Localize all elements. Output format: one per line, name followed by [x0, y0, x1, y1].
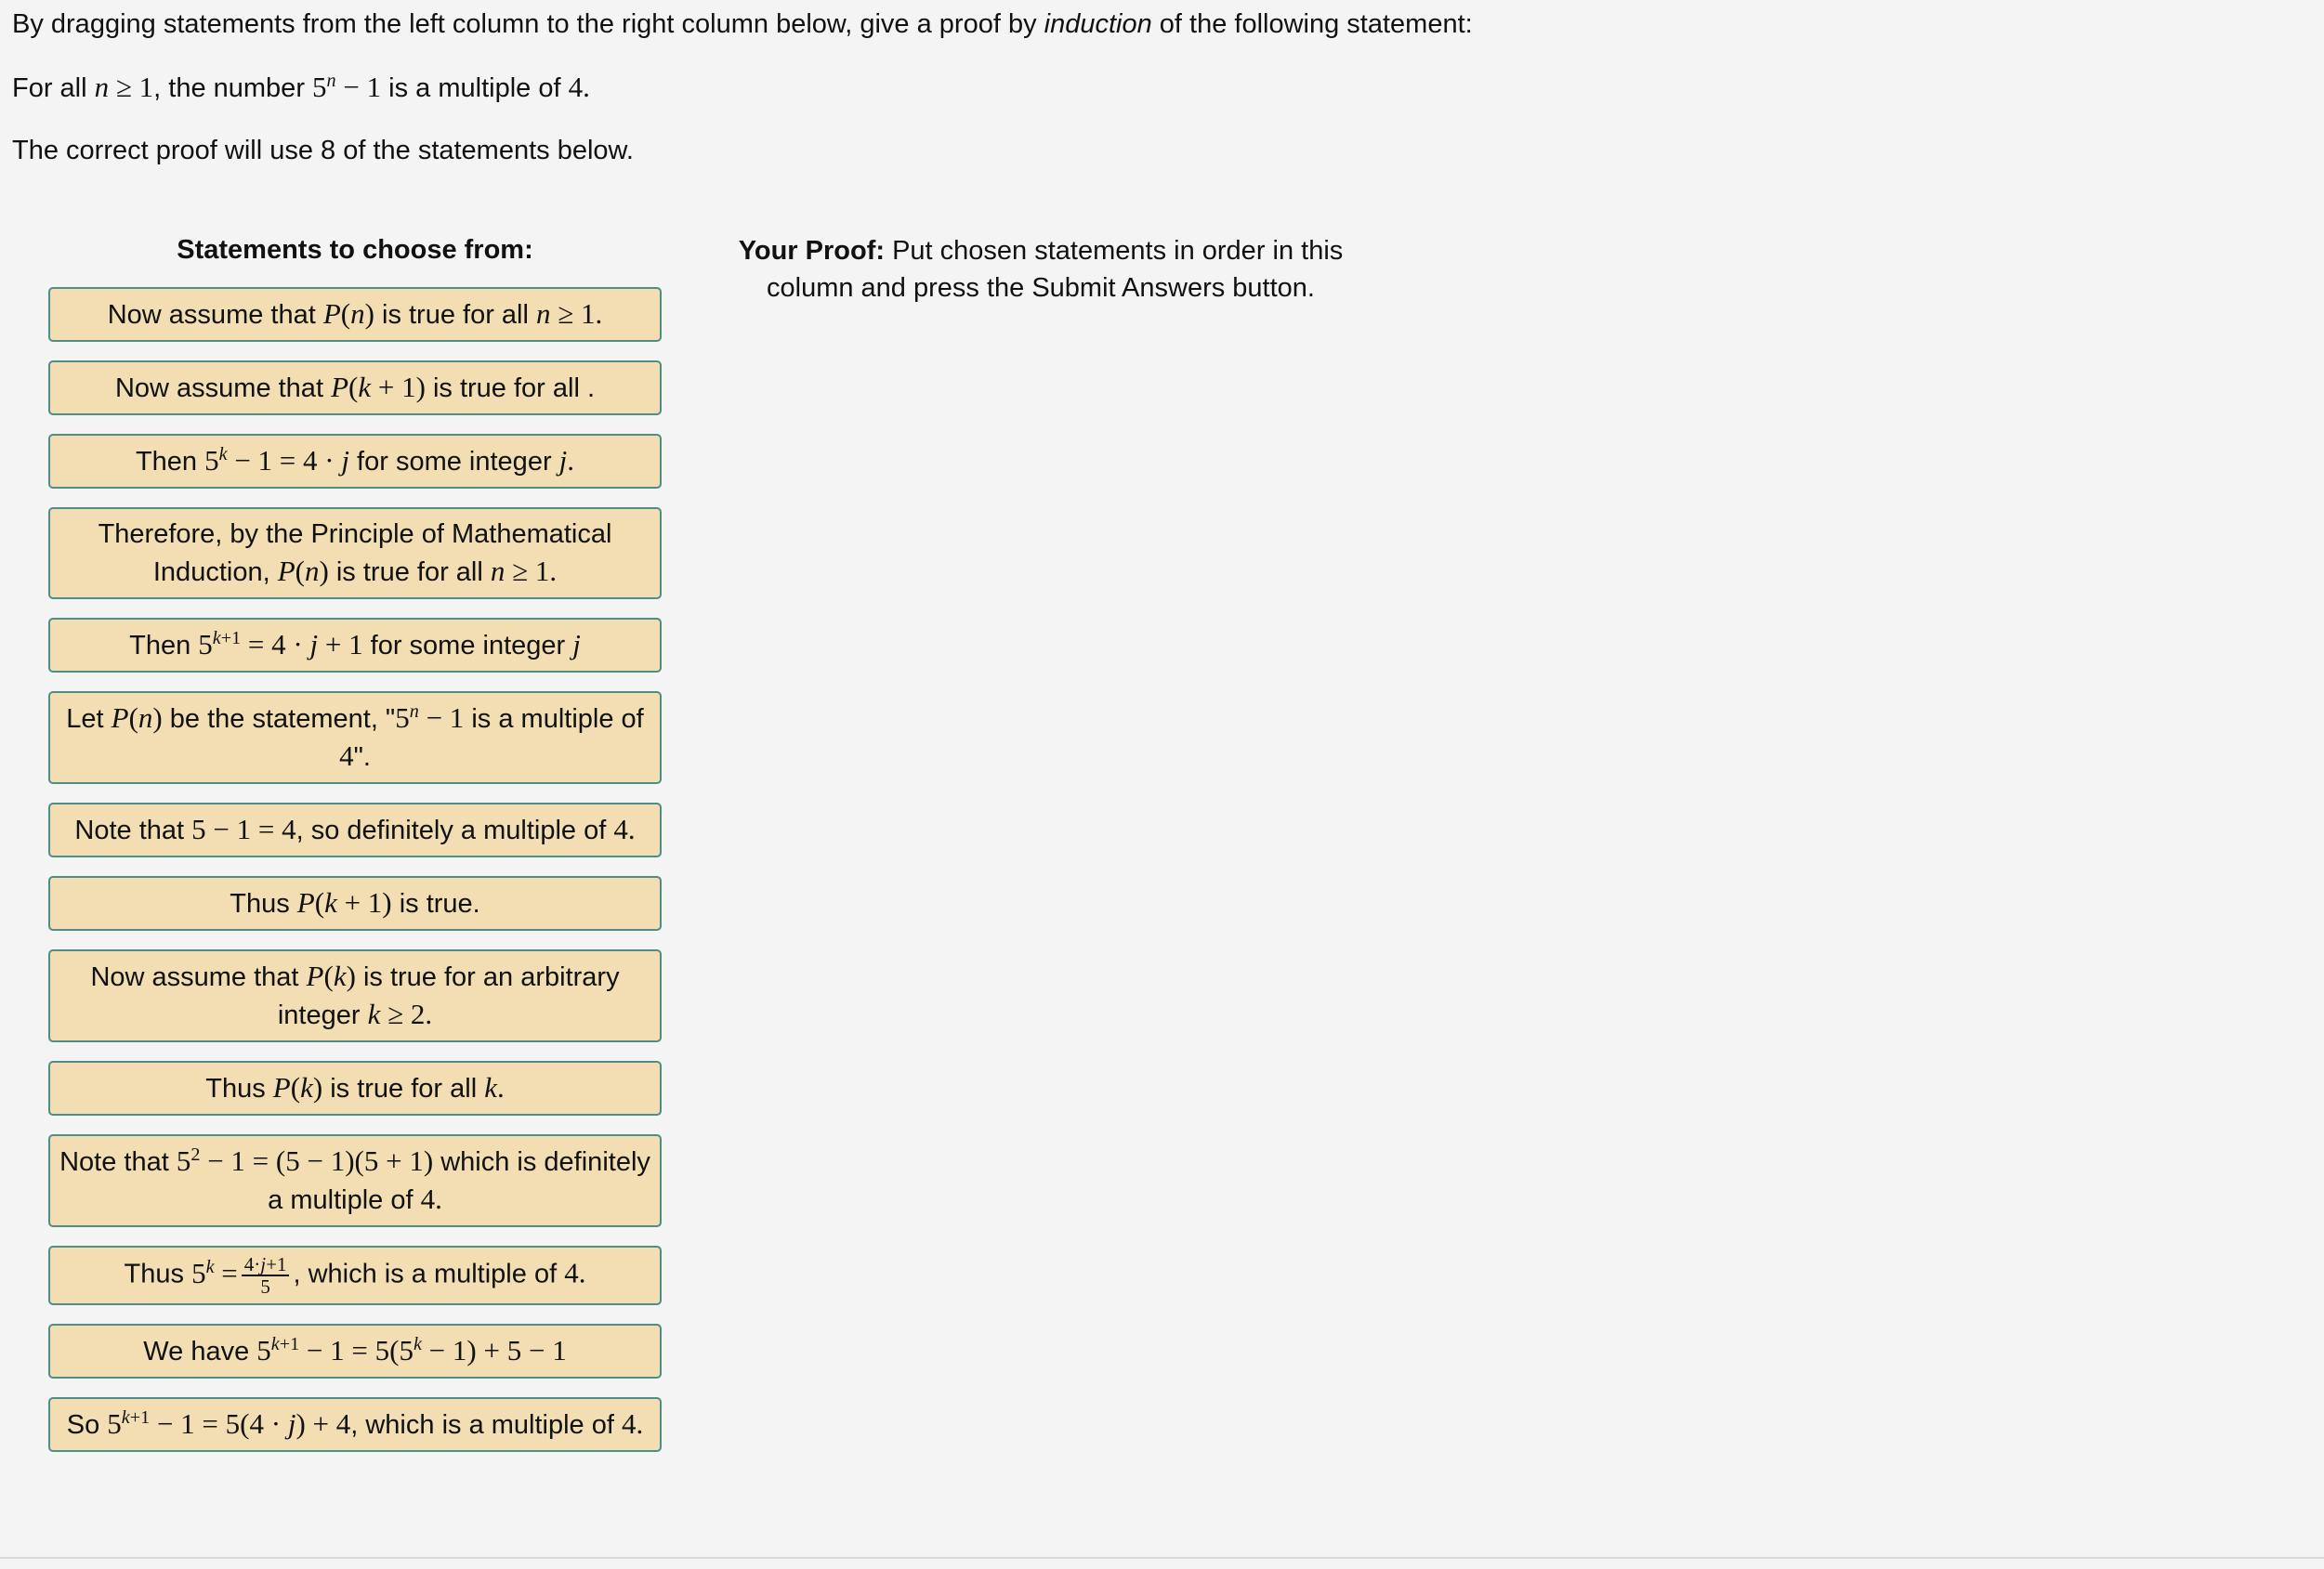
math: $5^{k+1} - 1 = 5(5^k - 1) + 5 - 1$: [256, 1333, 567, 1366]
math: P(k + 1): [296, 886, 392, 919]
statement-text: Now assume that: [90, 962, 307, 992]
math: k.: [484, 1071, 505, 1104]
statement-to-prove: [12, 71, 590, 105]
statement-text: So: [66, 1410, 108, 1440]
statement-text: Then: [135, 447, 205, 477]
statement-text: Thus: [205, 1074, 273, 1104]
statement-text: Note that: [74, 816, 192, 845]
statement-text: is true for all: [328, 557, 491, 587]
statement-card[interactable]: [48, 287, 662, 342]
statement-text: ".: [353, 742, 371, 772]
statement-text: Note that: [59, 1147, 177, 1177]
math: j.: [558, 444, 575, 477]
statement-text: which is definitely a multiple of: [268, 1147, 650, 1215]
emphasis-induction: induction: [1044, 9, 1152, 39]
statement-text: Thus: [124, 1259, 192, 1289]
math: 4.: [621, 1407, 644, 1440]
math: 4.: [564, 1256, 586, 1289]
divider: [0, 1557, 2324, 1559]
statement-text: for some integer: [349, 447, 559, 477]
math: 4: [339, 739, 354, 772]
statement-card[interactable]: [48, 691, 662, 784]
statement-card[interactable]: [48, 1324, 662, 1379]
math: j: [572, 628, 581, 660]
math: $5^k$ =: [191, 1256, 238, 1289]
instruction-text: of the following statement:: [1151, 9, 1473, 39]
statements-column: [48, 232, 662, 1471]
math: 4.: [420, 1183, 442, 1215]
statement-text: Now assume that: [114, 373, 332, 403]
math: P(n): [322, 297, 374, 330]
math: 4.: [613, 813, 636, 845]
math: P(k): [306, 960, 356, 992]
statement-text: for some integer: [362, 631, 573, 660]
statement-text: , which is a multiple of: [293, 1259, 565, 1289]
math: $5^n - 1$: [312, 70, 382, 103]
math: 5 − 1 = 4: [191, 813, 296, 845]
statement-text: is true for all: [374, 300, 536, 330]
math: $5^n - 1$: [395, 700, 465, 734]
statements-column-title: Statements to choose from:: [177, 235, 533, 265]
statement-card[interactable]: [48, 1246, 662, 1305]
statement-text: is true for all: [322, 1074, 485, 1104]
statement-text: , which is a multiple of: [350, 1410, 622, 1440]
instruction-line-3: The correct proof will use 8 of the statements below.: [12, 136, 634, 165]
math: k ≥ 2.: [367, 998, 433, 1030]
statement-card[interactable]: [48, 360, 662, 415]
statement-list: [48, 287, 662, 1452]
statement-card[interactable]: [48, 1134, 662, 1227]
proof-column-instructions: Put chosen statements in order in this column and press the Submit Answers button.: [767, 236, 1344, 303]
statement-text: Now assume that: [107, 300, 323, 330]
instruction-line-1: [12, 7, 1473, 41]
statement-card[interactable]: [48, 803, 662, 857]
math: $5^k - 1 = 4 \cdot j$: [204, 443, 349, 477]
proof-column-header: [734, 232, 1347, 307]
math: P(n): [277, 555, 329, 587]
statement-text: Therefore, by the Principle of Mathematical Induction,: [98, 519, 612, 587]
statement-card[interactable]: [48, 1061, 662, 1116]
proof-drop-zone[interactable]: [734, 325, 1347, 1514]
math: P(k + 1): [331, 371, 426, 403]
math: $5^{k+1} - 1 = 5(4 \cdot j) + 4$: [107, 1406, 351, 1440]
math: n ≥ 1.: [536, 297, 603, 330]
math: 4.: [568, 71, 590, 103]
statement-text: be the statement, ": [162, 704, 396, 734]
math: $5^{k+1} = 4 \cdot j + 1$: [198, 627, 363, 660]
statement-text: Thus: [230, 889, 297, 919]
instruction-text: For all: [12, 73, 95, 103]
statement-text: Let: [66, 704, 112, 734]
fraction: $\frac{4\cdot j+1}{5}$: [242, 1254, 290, 1297]
instruction-text: By dragging statements from the left column to the right column below, give a proof by: [12, 9, 1044, 39]
proof-column-title: Your Proof:: [738, 236, 886, 266]
math: P(n): [111, 701, 163, 734]
instruction-text: , the number: [153, 73, 313, 103]
math: $5^2 - 1 = (5 - 1)(5 + 1)$: [176, 1144, 434, 1177]
statement-text: is true for an arbitrary integer: [277, 962, 620, 1030]
statement-text: Then: [129, 631, 199, 660]
statement-text: is true for all .: [425, 373, 596, 403]
statement-text: We have: [143, 1337, 257, 1366]
instruction-text: is a multiple of: [381, 73, 569, 103]
statement-card[interactable]: [48, 876, 662, 931]
math: n ≥ 1.: [490, 555, 558, 587]
math: P(k): [272, 1071, 323, 1104]
statement-card[interactable]: [48, 434, 662, 489]
statement-card[interactable]: [48, 949, 662, 1042]
statement-text: , so definitely a multiple of: [295, 816, 614, 845]
math: n ≥ 1: [94, 71, 154, 103]
statement-text: is a multiple of: [464, 704, 644, 734]
statement-card[interactable]: [48, 507, 662, 599]
statement-card[interactable]: [48, 618, 662, 673]
statement-text: is true.: [391, 889, 480, 919]
statement-card[interactable]: [48, 1397, 662, 1452]
